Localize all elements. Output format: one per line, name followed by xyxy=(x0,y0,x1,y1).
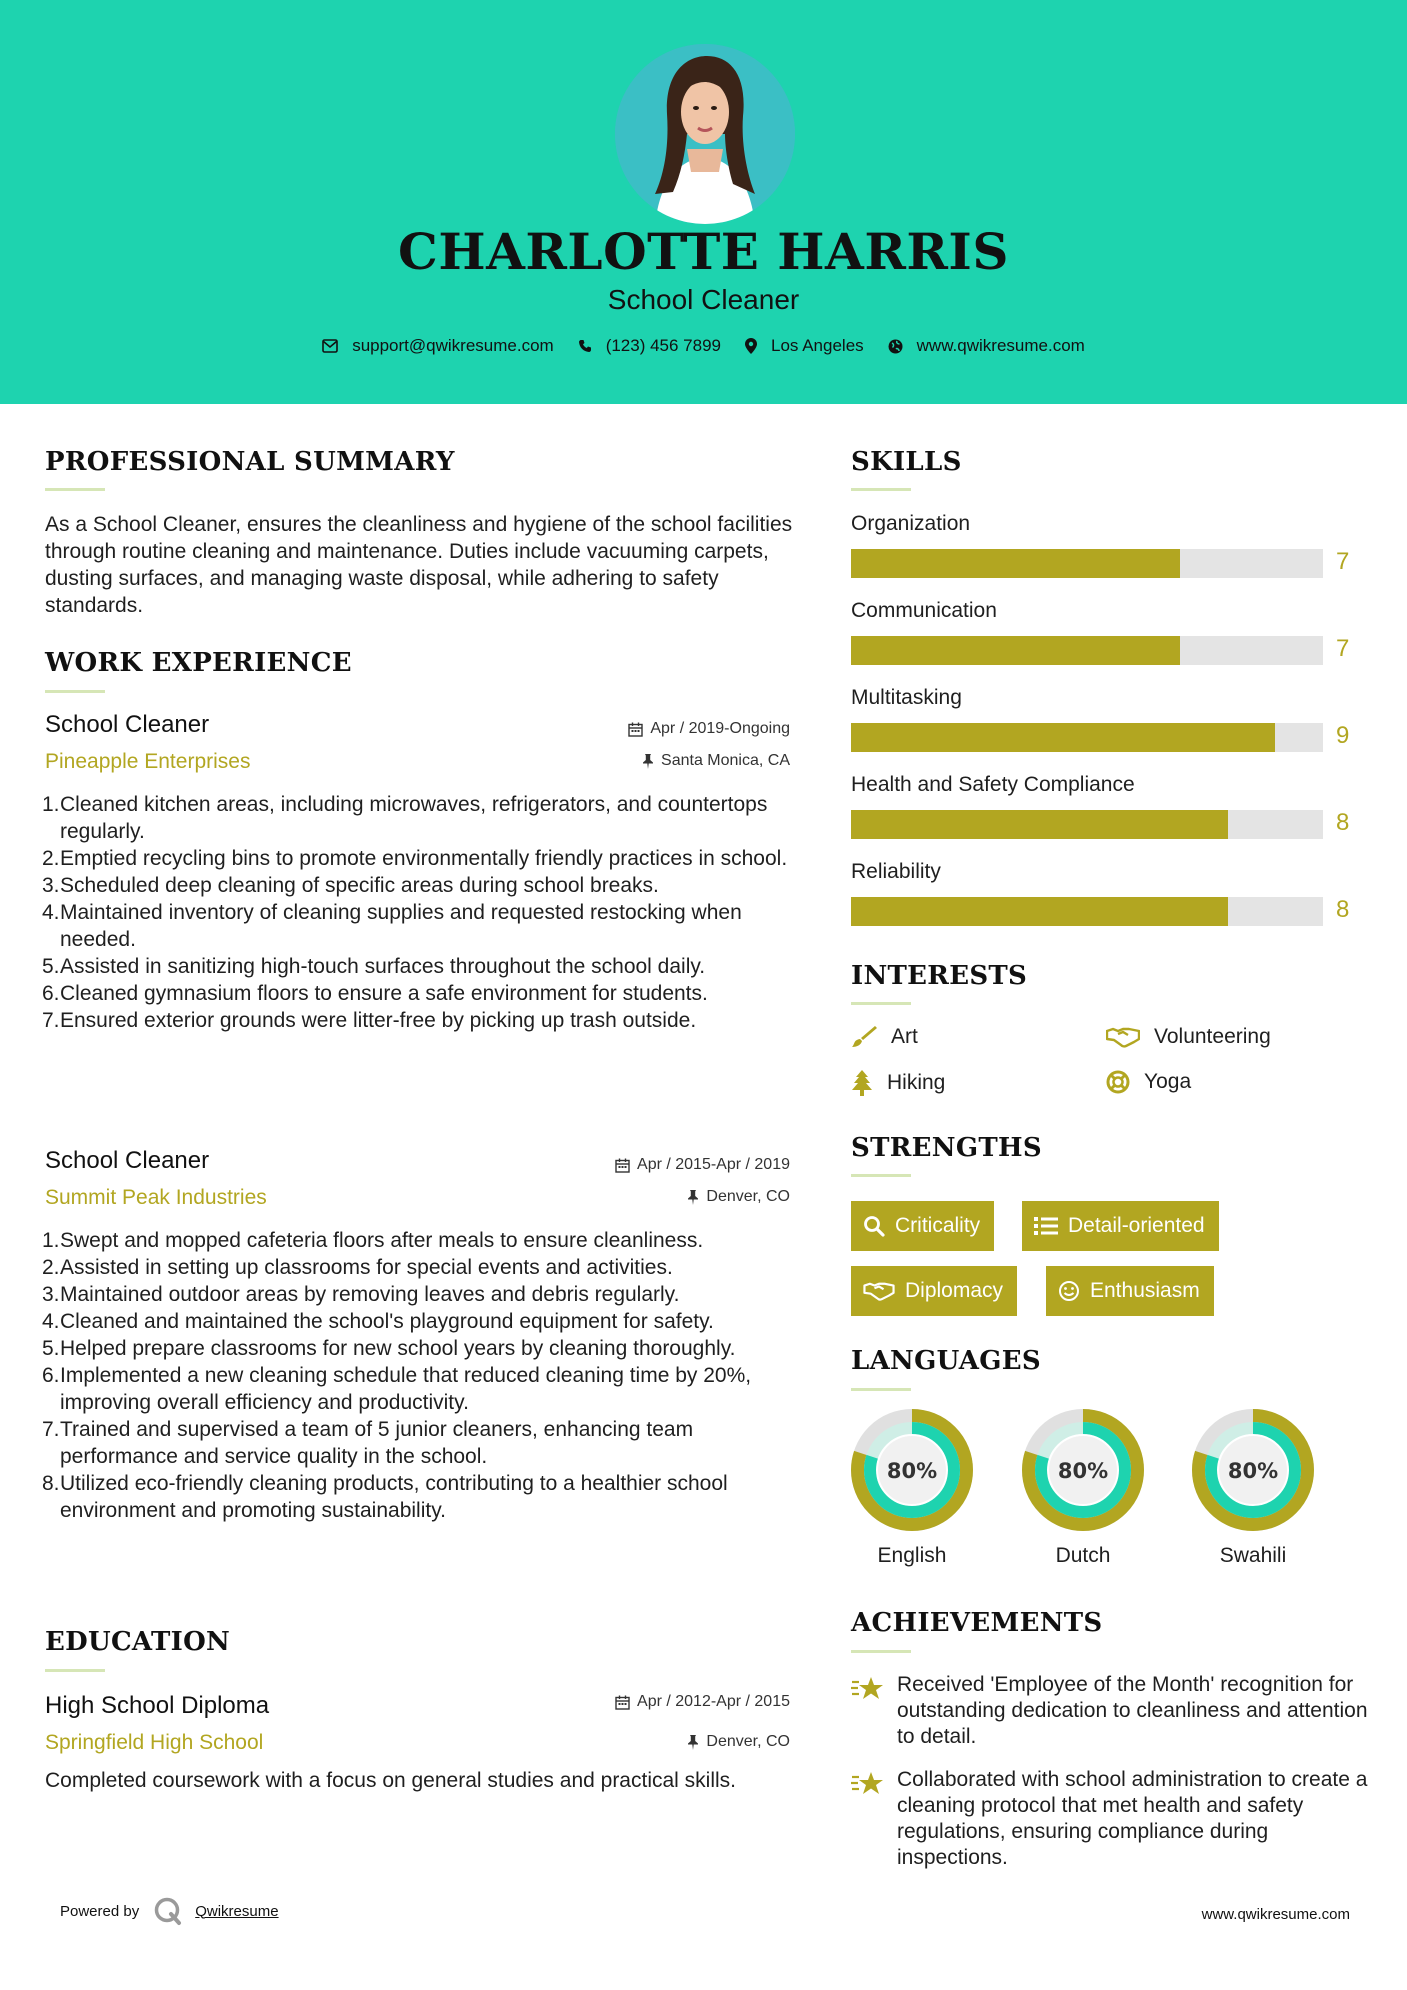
list-item: 8. Utilized eco-friendly cleaning products, contributing to a healthier school environment and promoting sustainability. xyxy=(42,1472,728,1522)
language-percent: 80% xyxy=(1057,1459,1109,1483)
skill-bar xyxy=(851,897,1323,926)
education-location-text: Denver, CO xyxy=(706,1733,790,1750)
skill-value: 7 xyxy=(1336,548,1350,575)
contact-website-text: www.qwikresume.com xyxy=(916,336,1085,355)
achievement-text: Received 'Employee of the Month' recognition for outstanding dedication to cleanliness and attention to detail. xyxy=(897,1673,1368,1748)
handshake-icon xyxy=(1106,1026,1140,1048)
job-1-bullets xyxy=(42,791,802,1034)
education-school: Springfield High School xyxy=(45,1731,264,1754)
star-award-icon xyxy=(851,1674,885,1702)
calendar-icon xyxy=(615,1158,630,1173)
education-heading: EDUCATION xyxy=(45,1627,231,1657)
pushpin-icon xyxy=(687,1190,699,1205)
handshake-icon xyxy=(863,1281,895,1301)
skill-bar xyxy=(851,636,1323,665)
header-banner xyxy=(0,0,1407,404)
strength-label: Criticality xyxy=(895,1214,981,1237)
list-item: 3. Scheduled deep cleaning of specific areas during school breaks. xyxy=(42,874,659,897)
strength-tag-criticality xyxy=(851,1201,994,1251)
achievement-text: Collaborated with school administration to create a cleaning protocol that met health and safety regulations, ensuring compliance during inspections. xyxy=(897,1768,1368,1869)
skill-value: 8 xyxy=(1336,896,1350,923)
education-dates xyxy=(540,1693,790,1711)
list-item: 2. Emptied recycling bins to promote environmentally friendly practices in school. xyxy=(42,847,788,870)
interests-underline xyxy=(851,1002,911,1005)
pushpin-icon xyxy=(642,754,654,769)
interest-volunteering-label: Volunteering xyxy=(1154,1025,1271,1048)
language-name: Swahili xyxy=(1219,1544,1287,1567)
language-ring xyxy=(1191,1408,1315,1537)
list-item: 4. Maintained inventory of cleaning supplies and requested restocking when needed. xyxy=(42,901,742,951)
language-percent: 80% xyxy=(886,1459,938,1483)
achievements-heading: ACHIEVEMENTS xyxy=(851,1608,1103,1638)
envelope-icon xyxy=(322,339,338,353)
skill-bar xyxy=(851,810,1323,839)
job-2-location-text: Denver, CO xyxy=(706,1188,790,1205)
skill-value: 8 xyxy=(1336,809,1350,836)
contact-email-text: support@qwikresume.com xyxy=(352,336,554,355)
job-1-company: Pineapple Enterprises xyxy=(45,750,251,773)
search-icon xyxy=(863,1215,885,1237)
contact-location-text: Los Angeles xyxy=(771,336,864,355)
strength-tag-enthusiasm xyxy=(1046,1266,1214,1316)
education-underline xyxy=(45,1669,105,1672)
qwikresume-logo-icon xyxy=(153,1896,183,1926)
list-item: 7. Ensured exterior grounds were litter-free by picking up trash outside. xyxy=(42,1009,697,1032)
interest-hiking xyxy=(851,1070,945,1096)
skills-underline xyxy=(851,488,911,491)
list-item: 5. Helped prepare classrooms for new school years by cleaning thoroughly. xyxy=(42,1337,736,1360)
pushpin-icon xyxy=(687,1735,699,1750)
language-ring-graphic xyxy=(1021,1408,1145,1532)
contact-phone-text: (123) 456 7899 xyxy=(605,336,722,355)
contact-email[interactable] xyxy=(322,336,554,356)
language-name: English xyxy=(877,1544,947,1567)
strength-label: Detail-oriented xyxy=(1068,1214,1205,1237)
calendar-icon xyxy=(628,722,643,737)
candidate-name: CHARLOTTE HARRIS xyxy=(398,222,1009,281)
footer-website[interactable]: www.qwikresume.com xyxy=(1201,1906,1350,1923)
globe-icon xyxy=(888,339,903,354)
list-item: 6. Implemented a new cleaning schedule that reduced cleaning time by 20%, improving overall efficiency and productivity. xyxy=(42,1364,752,1414)
contact-website[interactable] xyxy=(888,336,1085,356)
skill-bar-fill xyxy=(851,723,1275,752)
experience-underline xyxy=(45,690,105,693)
job-2-dates xyxy=(540,1156,790,1174)
list-item: 6. Cleaned gymnasium floors to ensure a safe environment for students. xyxy=(42,982,708,1005)
job-1-location-text: Santa Monica, CA xyxy=(661,752,790,769)
language-ring-graphic xyxy=(850,1408,974,1532)
languages-heading: LANGUAGES xyxy=(851,1346,1041,1376)
job-2-role: School Cleaner xyxy=(45,1147,210,1174)
skill-label: Multitasking xyxy=(851,686,962,709)
strength-tag-detail-oriented xyxy=(1022,1201,1219,1251)
interest-yoga-label: Yoga xyxy=(1144,1070,1192,1093)
list-item: 5. Assisted in sanitizing high-touch surfaces throughout the school daily. xyxy=(42,955,706,978)
strength-tag-diplomacy xyxy=(851,1266,1017,1316)
achievement-item xyxy=(851,1767,1371,1871)
education-description: Completed coursework with a focus on general studies and practical skills. xyxy=(45,1769,737,1792)
achievements-underline xyxy=(851,1650,911,1653)
language-percent: 80% xyxy=(1227,1459,1279,1483)
phone-icon xyxy=(578,339,592,353)
list-item: 4. Cleaned and maintained the school's playground equipment for safety. xyxy=(42,1310,714,1333)
skill-bar-fill xyxy=(851,810,1228,839)
contact-location xyxy=(745,336,864,356)
job-2-dates-text: Apr / 2015-Apr / 2019 xyxy=(637,1156,790,1173)
lifering-icon xyxy=(1106,1070,1130,1094)
languages-underline xyxy=(851,1388,911,1391)
job-1-dates-text: Apr / 2019-Ongoing xyxy=(650,720,790,737)
skill-bar-fill xyxy=(851,636,1180,665)
skill-bar xyxy=(851,549,1323,578)
calendar-icon xyxy=(615,1695,630,1710)
qwikresume-link[interactable]: Qwikresume xyxy=(195,1902,279,1920)
language-name: Dutch xyxy=(1055,1544,1111,1567)
interest-hiking-label: Hiking xyxy=(887,1071,946,1094)
interest-volunteering xyxy=(1106,1025,1271,1049)
language-ring xyxy=(1021,1408,1145,1537)
skill-label: Health and Safety Compliance xyxy=(851,773,1135,796)
interests-heading: INTERESTS xyxy=(851,961,1028,991)
powered-by-text: Powered by xyxy=(60,1902,140,1920)
job-2-company: Summit Peak Industries xyxy=(45,1186,267,1209)
skill-value: 7 xyxy=(1336,635,1350,662)
strengths-heading: STRENGTHS xyxy=(851,1133,1042,1163)
interest-art xyxy=(851,1025,918,1049)
list-item: 1. Cleaned kitchen areas, including microwaves, refrigerators, and countertops regularly. xyxy=(42,793,768,843)
tree-icon xyxy=(851,1070,873,1096)
list-item: 3. Maintained outdoor areas by removing leaves and debris regularly. xyxy=(42,1283,680,1306)
job-2-bullets xyxy=(42,1227,802,1524)
interest-yoga xyxy=(1106,1070,1191,1094)
strength-label: Diplomacy xyxy=(905,1279,1004,1302)
summary-text: As a School Cleaner, ensures the cleanliness and hygiene of the school facilities through routine cleaning and maintenance. Duties include vacuuming carpets, dusting surfaces, and managing waste disposal, while adhering to safety standards. xyxy=(45,513,793,617)
list-icon xyxy=(1034,1216,1058,1236)
contact-bar xyxy=(0,336,1407,356)
strengths-underline xyxy=(851,1174,911,1177)
summary-heading: PROFESSIONAL SUMMARY xyxy=(45,447,455,477)
language-ring xyxy=(850,1408,974,1537)
job-1-role: School Cleaner xyxy=(45,711,210,738)
candidate-title: School Cleaner xyxy=(607,284,800,315)
skill-label: Organization xyxy=(851,512,971,535)
list-item: 7. Trained and supervised a team of 5 junior cleaners, enhancing team performance and service quality in the school. xyxy=(42,1418,694,1468)
skill-label: Communication xyxy=(851,599,997,622)
smile-icon xyxy=(1058,1280,1080,1302)
job-1-dates xyxy=(540,720,790,738)
skill-label: Reliability xyxy=(851,860,941,883)
star-award-icon xyxy=(851,1769,885,1797)
job-2-location xyxy=(540,1188,790,1206)
list-item: 2. Assisted in setting up classrooms for special events and activities. xyxy=(42,1256,673,1279)
job-1-location xyxy=(540,752,790,770)
education-location xyxy=(540,1733,790,1751)
contact-phone[interactable] xyxy=(578,336,721,356)
avatar-portrait xyxy=(615,44,795,224)
summary-underline xyxy=(45,488,105,491)
avatar xyxy=(615,44,795,224)
skill-bar-fill xyxy=(851,549,1180,578)
map-marker-icon xyxy=(745,338,757,354)
list-item: 1. Swept and mopped cafeteria floors after meals to ensure cleanliness. xyxy=(42,1229,704,1252)
experience-heading: WORK EXPERIENCE xyxy=(45,648,352,678)
skill-bar xyxy=(851,723,1323,752)
footer-powered-by xyxy=(60,1896,279,1926)
language-ring-graphic xyxy=(1191,1408,1315,1532)
strength-label: Enthusiasm xyxy=(1090,1279,1200,1302)
interest-art-label: Art xyxy=(891,1025,918,1048)
education-dates-text: Apr / 2012-Apr / 2015 xyxy=(637,1693,790,1710)
paintbrush-icon xyxy=(851,1025,877,1049)
education-degree: High School Diploma xyxy=(45,1692,270,1719)
achievement-item xyxy=(851,1672,1371,1750)
skills-heading: SKILLS xyxy=(851,447,962,477)
skill-bar-fill xyxy=(851,897,1228,926)
skill-value: 9 xyxy=(1336,722,1350,749)
